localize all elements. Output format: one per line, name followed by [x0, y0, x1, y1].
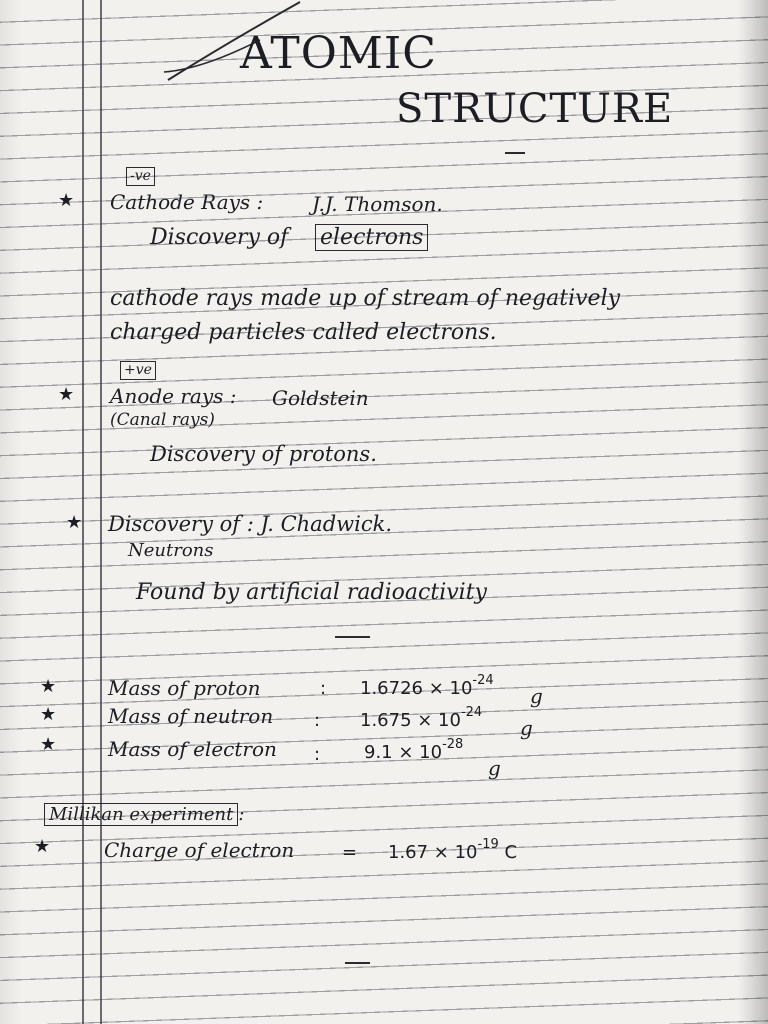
mass-separator: :: [314, 744, 321, 765]
anode-alt-name: (Canal rays): [110, 410, 215, 430]
mass-separator: :: [314, 710, 321, 731]
mass-label: Mass of electron: [108, 737, 277, 761]
anode-scientist: Goldstein: [272, 386, 369, 410]
neutron-note: Found by artificial radioactivity: [136, 580, 487, 605]
title-underline: [505, 152, 525, 154]
millikan-heading: Millikan experiment :: [44, 804, 244, 825]
millikan-value: $1.67 \times 10^{-19}$ C: [388, 837, 518, 863]
star-icon: ★: [58, 384, 75, 405]
star-icon: ★: [40, 704, 57, 725]
cathode-description-line1: cathode rays made up of stream of negatively: [110, 286, 621, 311]
cathode-sign-badge: -ve: [126, 167, 155, 186]
title-line1: ATOMIC: [240, 28, 437, 79]
mass-label: Mass of neutron: [108, 704, 274, 728]
mass-separator: :: [320, 678, 327, 699]
section-divider: [335, 636, 370, 638]
mass-value: $1.6726 \times 10^{-24}$: [360, 673, 494, 699]
cathode-discovery-item: electrons: [315, 225, 428, 250]
star-icon: ★: [40, 734, 57, 755]
anode-discovery: Discovery of protons.: [150, 442, 377, 466]
mass-label: Mass of proton: [108, 676, 261, 700]
star-icon: ★: [66, 512, 83, 533]
section-divider: [345, 962, 370, 964]
anode-sign-badge: +ve: [120, 361, 156, 380]
margin-line: [82, 0, 84, 1024]
title-line2: STRUCTURE: [396, 86, 674, 132]
star-icon: ★: [34, 836, 51, 857]
cathode-description-line2: charged particles called electrons.: [110, 320, 497, 345]
mass-value: $9.1 \times 10^{-28}$: [364, 737, 464, 763]
cathode-heading: Cathode Rays :: [110, 190, 264, 214]
cathode-discovery-prefix: Discovery of: [150, 225, 289, 250]
neutron-heading: Discovery of : J. Chadwick.: [108, 512, 392, 536]
star-icon: ★: [40, 676, 57, 697]
margin-line: [100, 0, 102, 1024]
millikan-equals: =: [342, 842, 358, 863]
neutron-subject: Neutrons: [128, 540, 214, 561]
mass-unit: g: [488, 756, 501, 780]
anode-heading: Anode rays :: [110, 384, 237, 408]
star-icon: ★: [58, 190, 75, 211]
mass-unit: g: [530, 684, 543, 708]
millikan-label: Charge of electron: [104, 838, 295, 862]
mass-unit: g: [520, 716, 533, 740]
mass-value: $1.675 \times 10^{-24}$: [360, 705, 483, 731]
cathode-scientist: J.J. Thomson.: [312, 192, 443, 216]
